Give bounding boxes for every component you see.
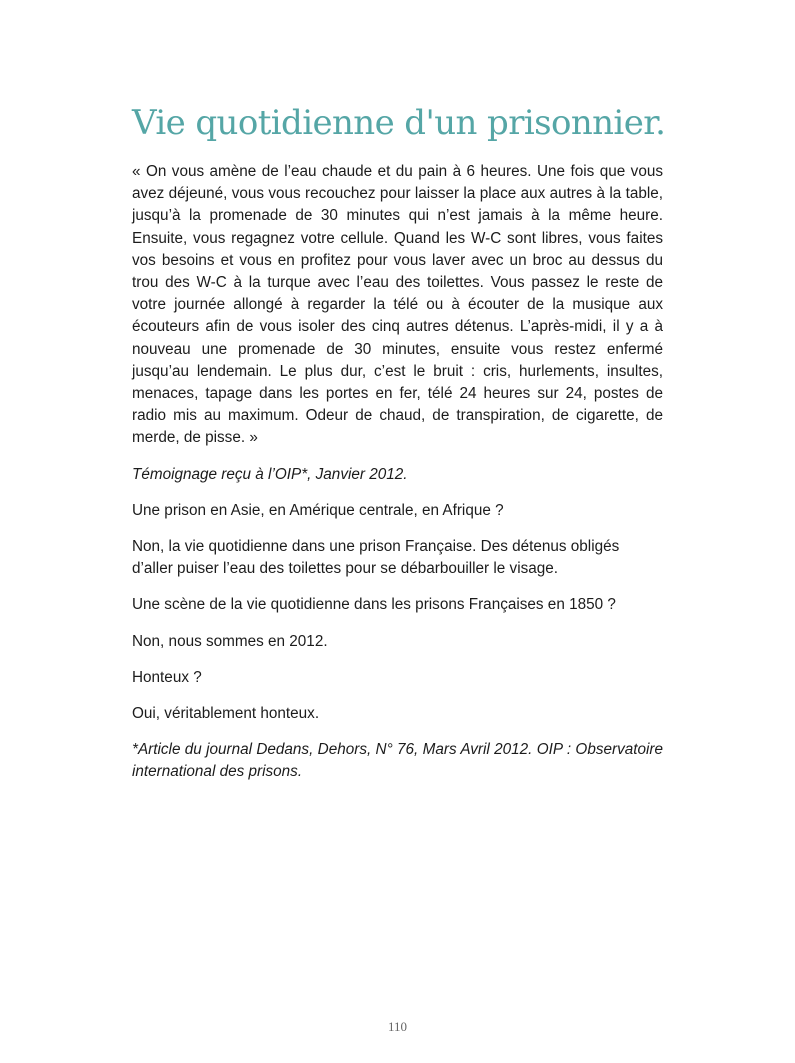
article-body bbox=[132, 161, 663, 798]
page-title: Vie quotidienne d'un prisonnier. bbox=[132, 103, 666, 143]
question-paragraph: Honteux ? bbox=[132, 668, 202, 686]
quote-source: Témoignage reçu à l’OIP*, Janvier 2012. bbox=[132, 465, 408, 483]
question-paragraph: Une scène de la vie quotidienne dans les prisons Françaises en 1850 ? bbox=[132, 596, 616, 614]
answer-paragraph: Non, la vie quotidienne dans une prison Française. Des détenus obligés d’aller puiser l’eau des toilettes pour se débarbouiller le visage. bbox=[132, 538, 620, 578]
page-number: 110 bbox=[387, 1019, 408, 1034]
answer-paragraph: Non, nous sommes en 2012. bbox=[132, 632, 328, 650]
answer-paragraph: Oui, véritablement honteux. bbox=[132, 705, 320, 723]
footnote: *Article du journal Dedans, Dehors, N° 76, Mars Avril 2012. OIP : Observatoire international des prisons. bbox=[132, 741, 663, 781]
prisoner-quote: « On vous amène de l’eau chaude et du pain à 6 heures. Une fois que vous avez déjeuné, vous vous recouchez pour laisser la place aux autres à la table, jusqu’à la promenade de 30 minutes qui n’est jamais à la même heure. Ensuite, vous regagnez votre cellule. Quand les W-C sont libres, vous faites vos besoins et vous en profitez pour vous laver avec un broc au dessus du trou des W-C à la turque avec l’eau des toilettes. Vous passez le reste de votre journée allongé à regarder la télé ou à écouter de la musique aux écouteurs afin de vous isoler des cinq autres détenus. L’après-midi, il y a à nouveau une promenade de 30 minutes, ensuite vous restez enfermé jusqu’au lendemain. Le plus dur, c’est le bruit : cris, hurlements, insultes, menaces, tapage dans les portes en fer, télé 24 heures sur 24, postes de radio mis au maximum. Odeur de chaud, de transpiration, de cigarette, de merde, de pisse. » bbox=[132, 163, 663, 447]
question-paragraph: Une prison en Asie, en Amérique centrale, en Afrique ? bbox=[132, 501, 504, 519]
